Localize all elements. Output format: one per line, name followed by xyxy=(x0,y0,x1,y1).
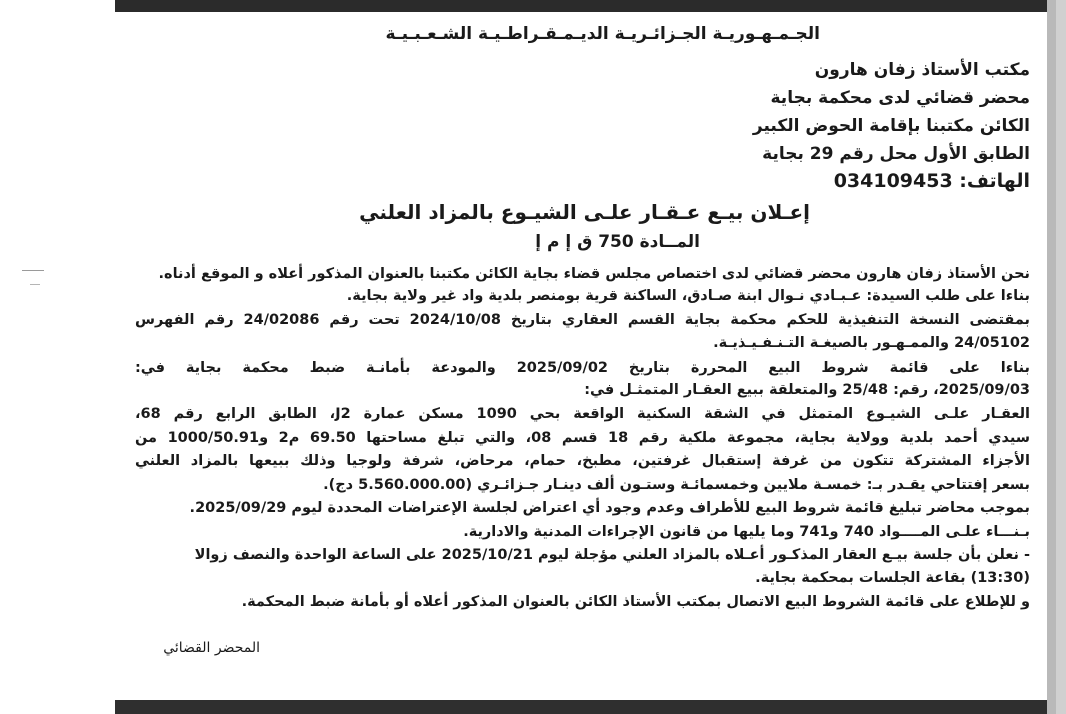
body-line: بموجب محاضر تبليغ قائمة شروط البيع للأطراف وعدم وجود أي اعتراض لجلسة الإعتراضات المحددة ليوم 2025/09/29. xyxy=(189,500,1030,516)
announcement-title: إعـلان بيـع عـقـار علـى الشيـوع بالمزاد العلني xyxy=(359,200,810,224)
body-line: - نعلن بأن جلسة بيـع العقار المذكـور أعـلاه بالمزاد العلني مؤجلة ليوم 2025/10/21 على الساعة الواحدة والنصف زوالا xyxy=(194,547,1030,563)
margin-mark-small xyxy=(30,284,40,285)
signature-label: المحضر القضائي xyxy=(163,640,260,656)
republic-header: الجـمـهـوريـة الجـزائـريـة الديـمـقـراطـيـة الشـعـبـيـة xyxy=(385,24,820,44)
body-line: الأجزاء المشتركة تتكون من غرفة إستقبال غرفتين، مطبخ، حمام، مرحاض، شرفة ولوجيا وذلك ببيعها بالمزاد العلني xyxy=(135,453,1030,469)
office-address-line2: الطابق الأول محل رقم 29 بجاية xyxy=(762,144,1030,164)
body-line: بناءا على قائمة شروط البيع المحررة بتاريخ 2025/09/02 والمودعة بأمانـة ضبط محكمة بجاية في: xyxy=(135,360,1030,376)
margin-mark xyxy=(22,270,44,271)
office-role: محضر قضائي لدى محكمة بجاية xyxy=(770,88,1030,108)
body-line: بـنـــاء علـى المــــواد 740 و741 وما يليها من قانون الإجراءات المدنية والادارية. xyxy=(463,524,1030,540)
office-phone: الهاتف: 034109453 xyxy=(833,170,1030,192)
legal-article: المــادة 750 ق إ م إ xyxy=(535,232,700,252)
office-address-line1: الكائن مكتبنا بإقامة الحوض الكبير xyxy=(752,116,1030,136)
body-line: 24/05102 والممـهـور بالصيغـة التـنـفـيـذيـة. xyxy=(713,335,1030,351)
scan-right-edge-shade xyxy=(1056,0,1066,714)
body-line: نحن الأستاذ زفان هارون محضر قضائي لدى اختصاص مجلس قضاء بجاية الكائن مكتبنا بالعنوان المذكور أعلاه و الموقع أدناه. xyxy=(158,266,1030,282)
document-page xyxy=(135,12,1030,700)
body-line: سيدي أحمد بلدية وولاية بجاية، مجموعة ملكية رقم 18 قسم 08، والتي تبلغ مساحتها 69.50 م2 و1000/50.91 من xyxy=(135,430,1031,446)
body-line: العقـار علـى الشيـوع المتمثل في الشقة السكنية الواقعة بحي 1090 مسكن عمارة J2، الطابق الرابع رقم 68، xyxy=(135,406,1030,422)
scan-top-border xyxy=(115,0,1047,12)
body-line: بسعر إفتتاحي يقـدر بـ: خمسـة ملايين وخمسمائـة وستـون ألف دينـار جـزائـري (5.560.000.00 دج). xyxy=(323,477,1030,493)
body-line: (13:30) بقاعة الجلسات بمحكمة بجاية. xyxy=(755,570,1030,586)
body-line: بمقتضى النسخة التنفيذية للحكم محكمة بجاية القسم العقاري بتاريخ 2024/10/08 تحت رقم 24/02086 رقم الفهرس xyxy=(135,312,1030,328)
office-name: مكتب الأستاذ زفان هارون xyxy=(814,60,1030,80)
body-line: 2025/09/03، رقم: 25/48 والمتعلقة ببيع العقـار المتمثـل في: xyxy=(584,382,1030,398)
body-line: و للإطلاع على قائمة الشروط البيع الاتصال بمكتب الأستاذ الكائن بالعنوان المذكور أعلاه أو بأمانة ضبط المحكمة. xyxy=(241,594,1030,610)
body-line: بناءا على طلب السيدة: عـبـادي نـوال ابنة صـادق، الساكنة قرية بومنصر بلدية واد غير ولاية بجاية. xyxy=(346,288,1030,304)
scan-bottom-border xyxy=(115,700,1047,714)
